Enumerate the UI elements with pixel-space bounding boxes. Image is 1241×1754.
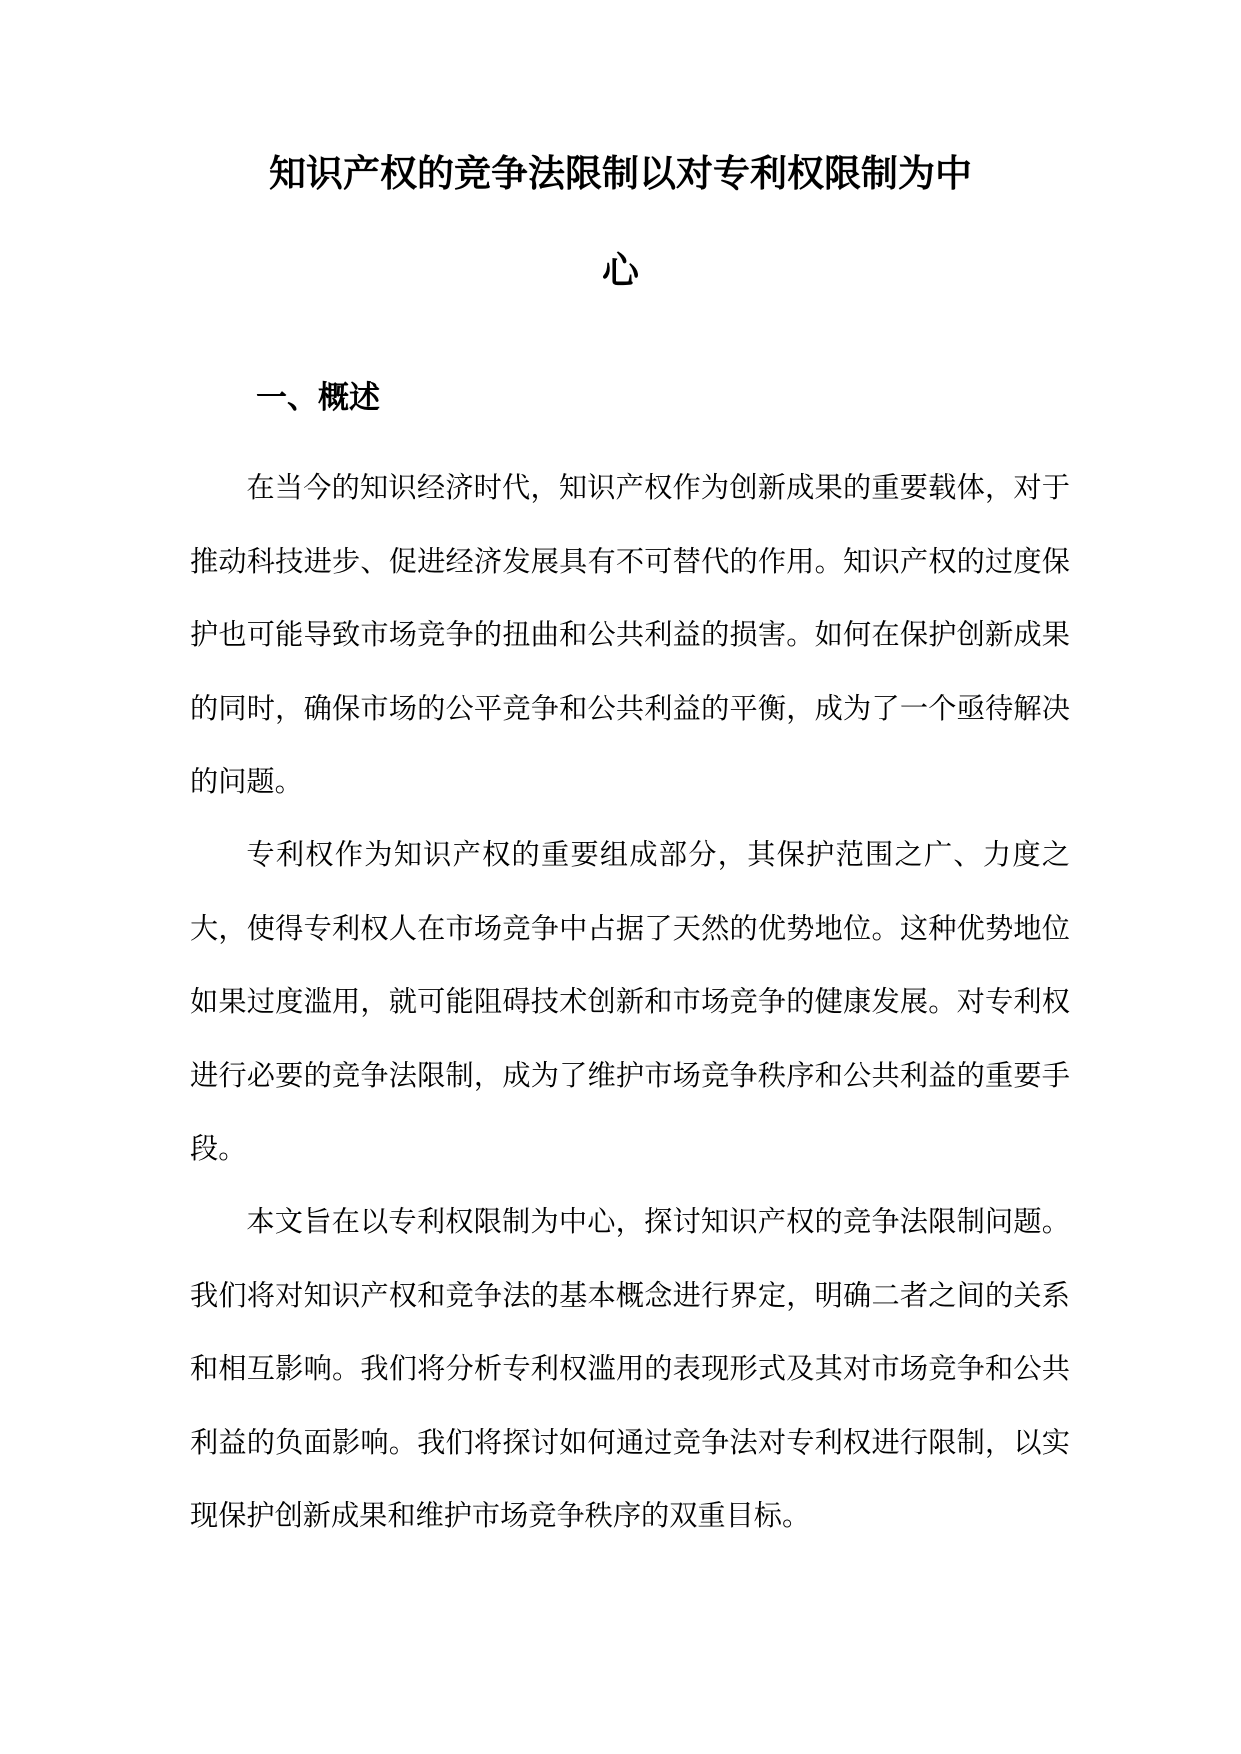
document-title-line-2: 心 <box>602 249 639 292</box>
body-paragraph-2: 专利权作为知识产权的重要组成部分，其保护范围之广、力度之大，使得专利权人在市场竞争中占据了天然的优势地位。这种优势地位如果过度滥用，就可能阻碍技术创新和市场竞争的健康发展。对专利权进行必要的竞争法限制，成为了维护市场竞争秩序和公共利益的重要手段。 <box>190 838 1070 1165</box>
document-title-line-1: 知识产权的竞争法限制以对专利权限制为中 <box>269 152 972 195</box>
body-paragraph-1: 在当今的知识经济时代，知识产权作为创新成果的重要载体，对于推动科技进步、促进经济发展具有不可替代的作用。知识产权的过度保护也可能导致市场竞争的扭曲和公共利益的损害。如何在保护创新成果的同时，确保市场的公平竞争和公共利益的平衡，成为了一个亟待解决的问题。 <box>190 471 1070 798</box>
section-heading-overview: 一、概述 <box>256 380 380 416</box>
body-paragraph-3: 本文旨在以专利权限制为中心，探讨知识产权的竞争法限制问题。我们将对知识产权和竞争法的基本概念进行界定，明确二者之间的关系和相互影响。我们将分析专利权滥用的表现形式及其对市场竞争和公共利益的负面影响。我们将探讨如何通过竞争法对专利权进行限制，以实现保护创新成果和维护市场竞争秩序的双重目标。 <box>190 1205 1070 1532</box>
